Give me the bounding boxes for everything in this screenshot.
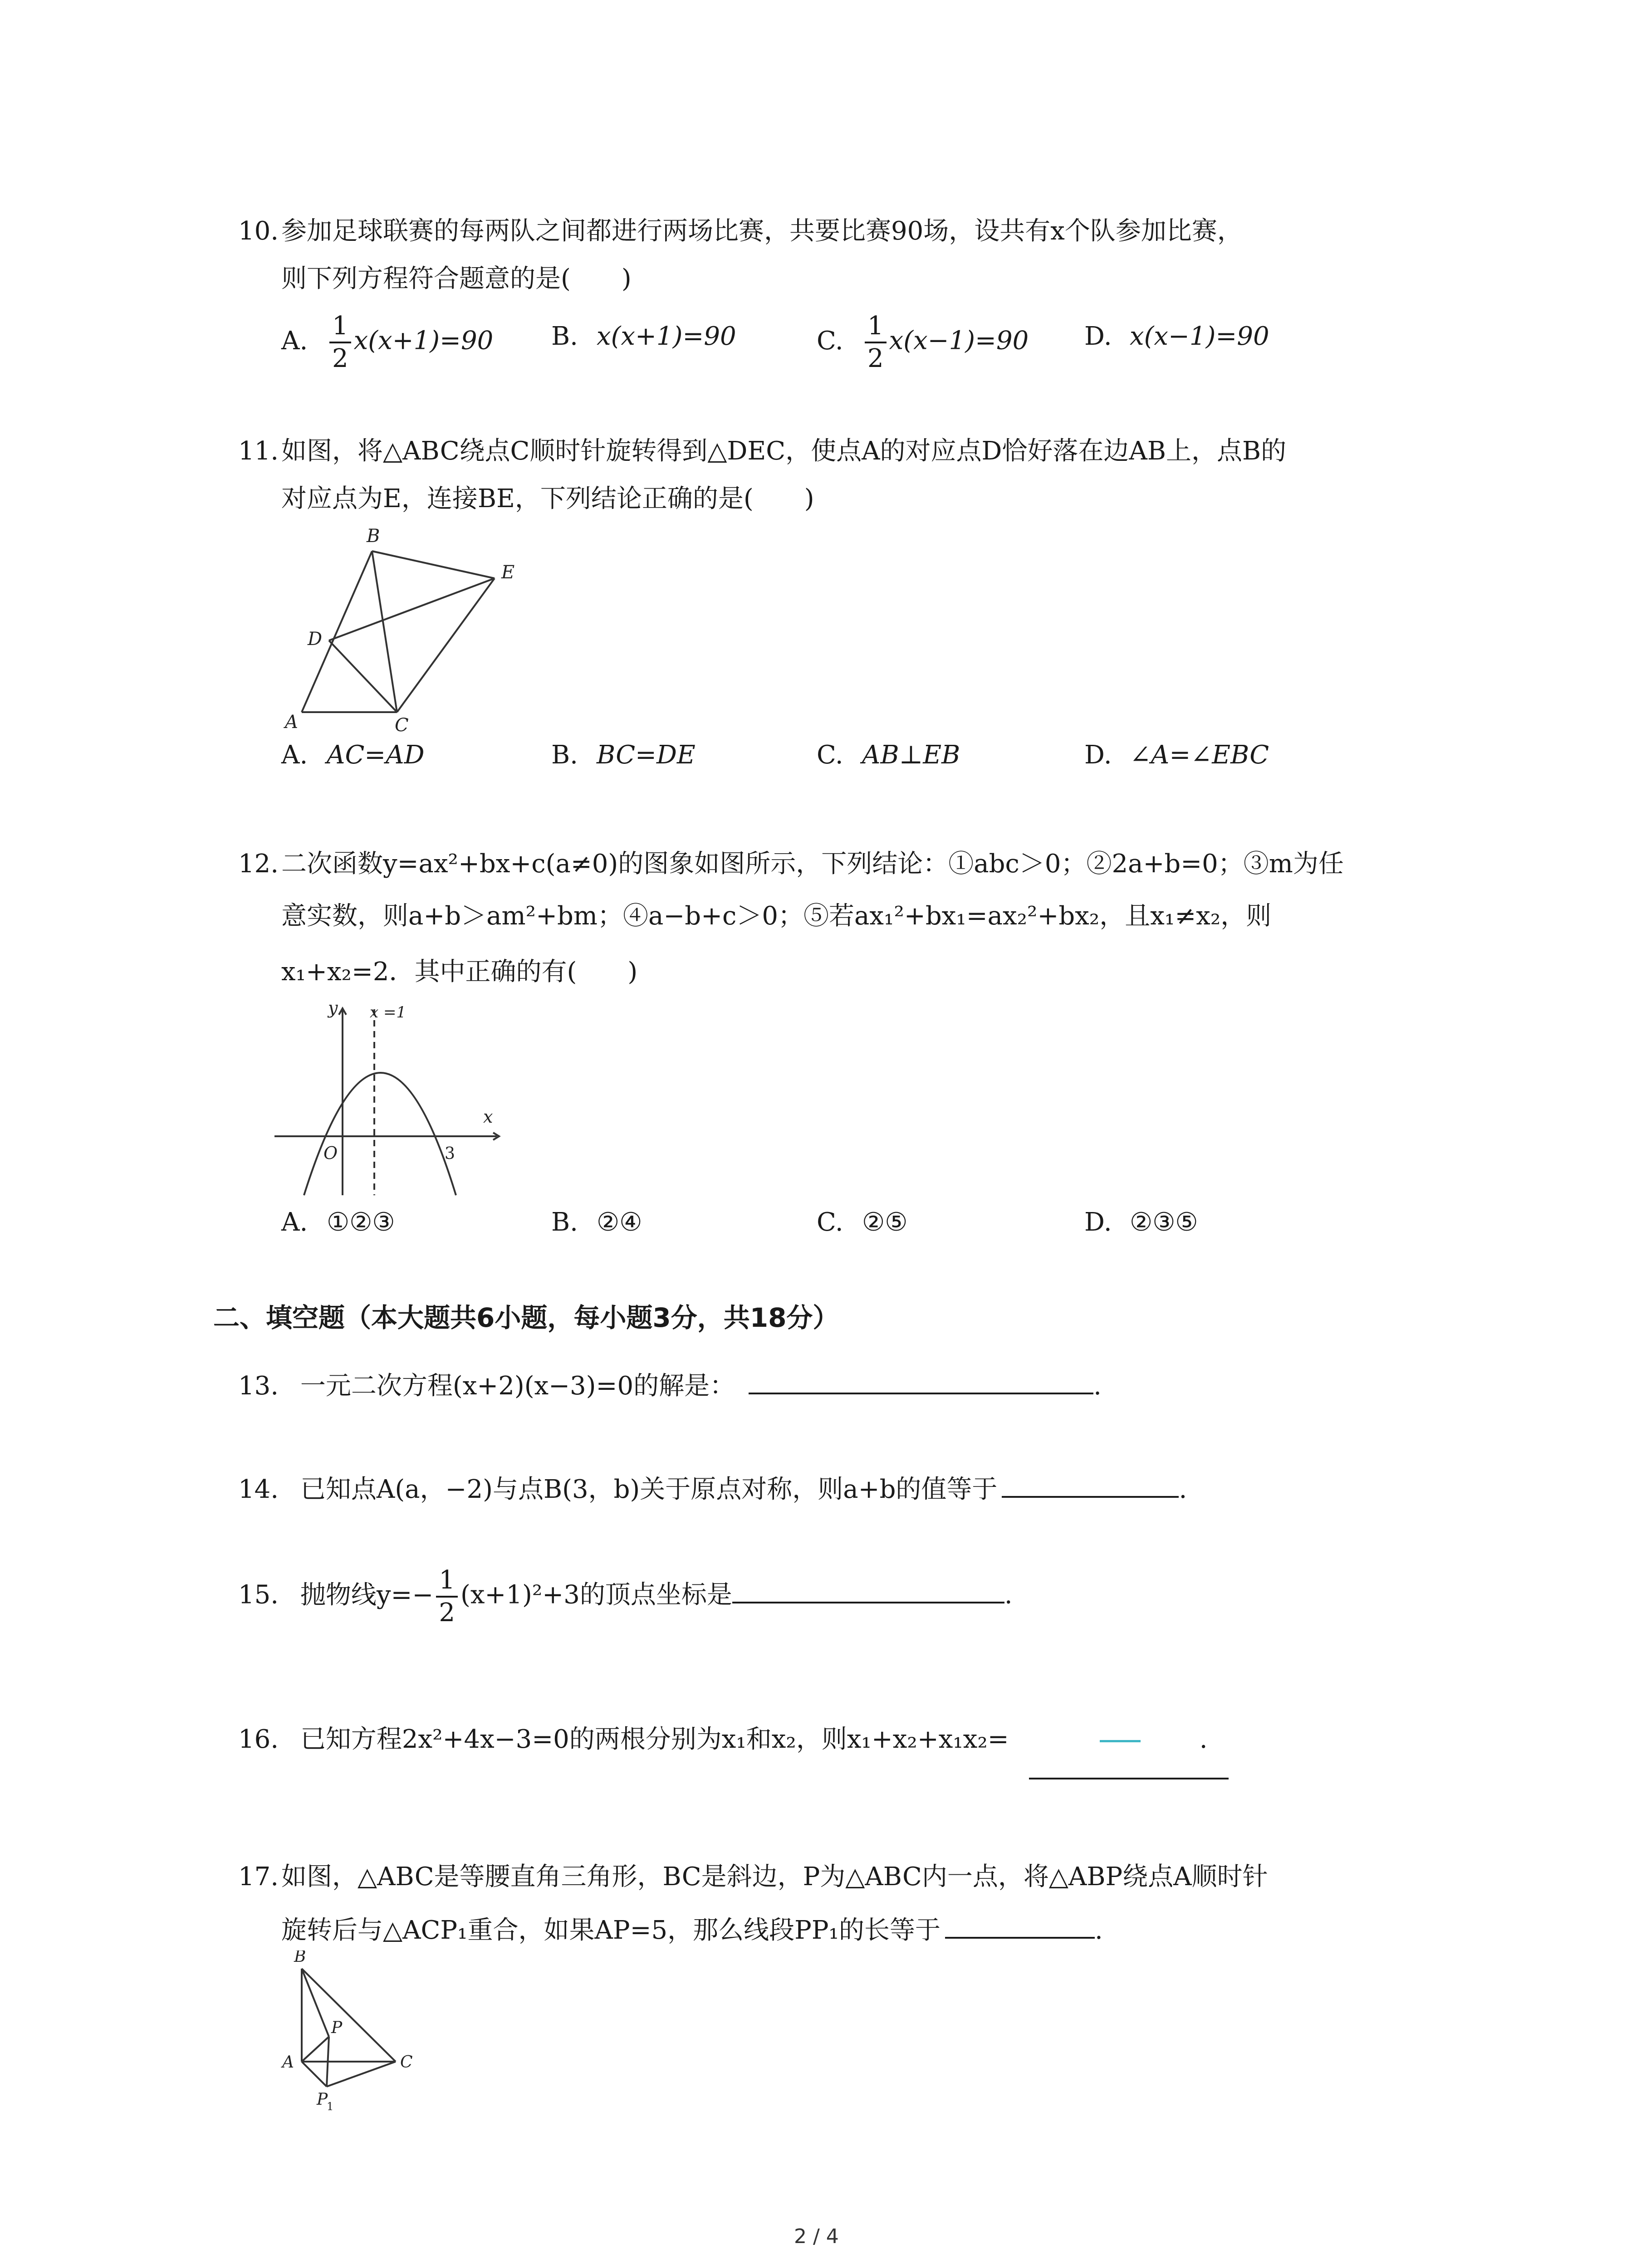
- label-b: B: [294, 1950, 306, 1966]
- question-10: [238, 213, 1463, 327]
- question-14: 14. 已知点A(a，−2)与点B(3，b)关于原点对称，则a+b的值等于 .: [238, 1469, 1187, 1508]
- option-d: D. ∠A=∠EBC: [1084, 740, 1269, 770]
- label-x: x: [483, 1107, 493, 1127]
- label-p1: P: [317, 2090, 328, 2109]
- question-number: 16.: [238, 1725, 279, 1754]
- question-text-line2: 意实数，则a+b＞am²+bm；④a−b+c＞0；⑤若ax₁²+bx₁=ax₂²+bx₂，且x₁≠x₂，则: [281, 901, 1272, 931]
- label-y: y: [328, 998, 338, 1018]
- dash-mark: [1100, 1740, 1141, 1742]
- label-a: A: [282, 2053, 294, 2072]
- segment-cp1: [327, 2062, 396, 2087]
- question-text-post: (x+1)²+3的顶点坐标是: [460, 1580, 732, 1610]
- question-text-line1: 如图，△ABC是等腰直角三角形，BC是斜边，P为△ABC内一点，将△ABP绕点A顺时针: [281, 1862, 1268, 1892]
- triangle-figure: [272, 1950, 436, 2141]
- question-text: 已知方程2x²+4x−3=0的两根分别为x₁和x₂，则x₁+x₂+x₁x₂=: [300, 1725, 1009, 1754]
- option-b: B. BC=DE: [551, 740, 696, 770]
- answer-blank[interactable]: [749, 1365, 1093, 1394]
- label-axis-x1: x =1: [370, 1003, 407, 1022]
- option-d: D. x(x−1)=90: [1084, 322, 1269, 351]
- option-c: C. AB⊥EB: [817, 740, 960, 770]
- question-number: 13.: [238, 1371, 279, 1401]
- question-number: 15.: [238, 1580, 279, 1610]
- question-text-line2: 旋转后与△ACP₁重合，如果AP=5，那么线段PP₁的长等于 .: [281, 1910, 1103, 1949]
- segment-de: [329, 578, 495, 640]
- segment-bp: [302, 1969, 329, 2037]
- segment-bc: [372, 551, 397, 712]
- question-text-line1: 二次函数y=ax²+bx+c(a≠0)的图象如图所示，下列结论：①abc＞0；②2a+b=0；③m为任: [281, 849, 1344, 879]
- question-text-line2: 则下列方程符合题意的是( ): [281, 264, 632, 293]
- question-text-line1: 如图，将△ABC绕点C顺时针旋转得到△DEC，使点A的对应点D恰好落在边AB上，点B的: [281, 436, 1287, 466]
- segment-ap1: [302, 2062, 327, 2087]
- question-text: 已知点A(a，−2)与点B(3，b)关于原点对称，则a+b的值等于: [300, 1475, 998, 1504]
- question-text-line2: 对应点为E，连接BE，下列结论正确的是( ): [281, 484, 814, 513]
- question-number: 10.: [238, 216, 279, 246]
- question-text: 一元二次方程(x+2)(x−3)=0的解是：: [300, 1371, 735, 1401]
- question-15: 15. 抛物线y=− $\frac{1}{2}$ (x+1)²+3的顶点坐标是 .: [238, 1565, 1013, 1628]
- question-number: 17.: [238, 1862, 279, 1892]
- fraction: $\frac{1}{2}$: [436, 1565, 458, 1628]
- question-number: 14.: [238, 1475, 279, 1504]
- option-c: C. $\frac{1}{2}$ x(x−1)=90: [817, 311, 1029, 373]
- label-c: C: [395, 715, 409, 735]
- option-a: A. ①②③: [281, 1207, 395, 1237]
- answer-blank[interactable]: [1002, 1469, 1179, 1498]
- answer-blank[interactable]: [1029, 1776, 1229, 1779]
- fraction: $\frac{1}{2}$: [865, 311, 887, 374]
- option-b: B. x(x+1)=90: [551, 322, 736, 351]
- parabola-figure: [270, 996, 506, 1204]
- question-text-pre: 抛物线y=−: [300, 1580, 434, 1610]
- option-a: A. $\frac{1}{2}$ x(x+1)=90: [281, 311, 494, 373]
- option-c: C. ②⑤: [817, 1207, 908, 1237]
- fraction: $\frac{1}{2}$: [329, 311, 351, 374]
- label-origin: O: [323, 1143, 338, 1163]
- label-a: A: [285, 712, 298, 733]
- rotation-figure: [268, 522, 531, 735]
- option-d: D. ②③⑤: [1084, 1207, 1198, 1237]
- question-number: 12.: [238, 849, 279, 879]
- parabola-curve: [304, 1073, 456, 1195]
- label-three: 3: [445, 1144, 455, 1163]
- option-a: A. AC=AD: [281, 740, 425, 770]
- label-p: P: [331, 2019, 343, 2037]
- question-text-line1: 参加足球联赛的每两队之间都进行两场比赛，共要比赛90场，设共有x个队参加比赛，: [281, 216, 1243, 246]
- segment-pp1: [327, 2037, 329, 2087]
- label-d: D: [308, 629, 323, 650]
- option-b: B. ②④: [551, 1207, 642, 1237]
- segment-ec: [397, 578, 495, 712]
- section-heading: 二、填空题（本大题共6小题，每小题3分，共18分）: [213, 1302, 839, 1333]
- question-12: [238, 846, 1463, 991]
- question-11: [238, 433, 1463, 524]
- question-13: 13. 一元二次方程(x+2)(x−3)=0的解是： .: [238, 1365, 1102, 1404]
- segment-be: [372, 551, 495, 578]
- answer-blank[interactable]: [945, 1910, 1095, 1939]
- label-p1-subscript: 1: [327, 2100, 334, 2113]
- label-b: B: [367, 526, 380, 547]
- answer-blank[interactable]: [732, 1574, 1004, 1603]
- segment-ap: [302, 2037, 329, 2062]
- page-number: 2 / 4: [794, 2225, 839, 2248]
- question-number: 11.: [238, 436, 279, 466]
- question-text-line3: x₁+x₂=2．其中正确的有( ): [281, 957, 638, 987]
- question-17: [238, 1859, 1463, 1959]
- question-16: 16. 已知方程2x²+4x−3=0的两根分别为x₁和x₂，则x₁+x₂+x₁x₂= .: [238, 1725, 1208, 1754]
- label-c: C: [400, 2053, 413, 2072]
- label-e: E: [501, 562, 515, 583]
